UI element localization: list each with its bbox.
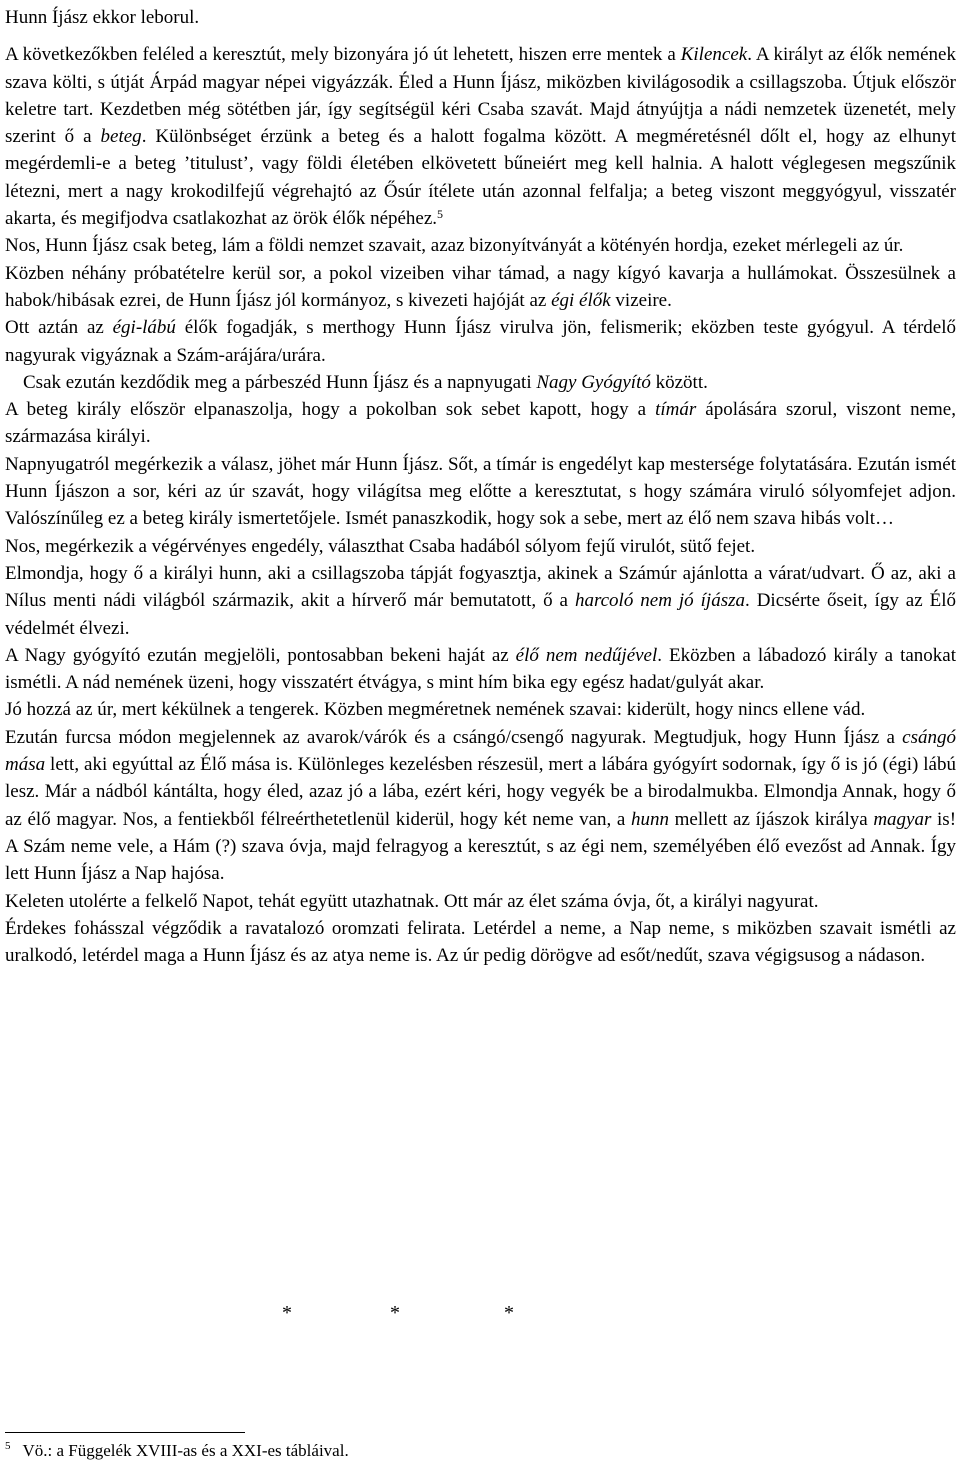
text-run: között. bbox=[650, 371, 708, 393]
text-run: A következőkben feléled a keresztút, mely bizonyára jó út lehetett, hiszen erre mentek a bbox=[5, 44, 681, 66]
paragraph-text: Hunn Íjász ekkor leborul. bbox=[5, 7, 200, 28]
italic-term-egi-elok: égi élők bbox=[551, 289, 611, 311]
text-run: . A királyt az élők nemének szava költi, s útját Árpád magyar népei vigyázzák. Éled a Hunn Íjász, miközben kivilágosodik a csillagszoba. Útjuk először keletre tart. Kezdetben még sötétben jár, így segítségül kéri Csaba szavát. Majd átnyújtja a nádi nemzetek üzenetét, mely szerint ő a bbox=[5, 44, 956, 148]
text-run: Közben néhány próbatételre kerül sor, a pokol vizeiben vihar támad, a nagy kígyó kavarja a hullámokat. Összesülnek a habok/hibásak ezrei, de Hunn Íjász jól kormányoz, s kivezeti hajóját az bbox=[5, 262, 956, 311]
text-run: élők fogadják, s merthogy Hunn Íjász virulva jön, felismerik; eközben teste gyógyul. A térdelő nagyurak vigyáznak a Szám-arájára/urára. bbox=[5, 317, 956, 366]
paragraph-text: Napnyugatról megérkezik a válasz, jöhet már Hunn Íjász. Sőt, a tímár is engedélyt kap mestersége folytatására. Ezután ismét Hunn Íjászon a sor, kéri az úr szavát, hogy világítsa meg előtte a keresztutat, s hogy számára viruló sólyomfejet adjon. Valószínűleg ez a beteg király ismertetőjele. Ismét panaszkodik, hogy sok a sebe, mert az élő nem szava hibás volt… bbox=[5, 453, 956, 530]
paragraph-text: Jó hozzá az úr, mert kékülnek a tengerek. Közben megméretnek nemének szavai: kiderült, hogy nincs ellene vád. bbox=[5, 699, 866, 721]
text-run: lett, aki egyúttal az Élő mása is. Különleges kezelésben részesül, mert a lábára gyógyírt sodornak, így ő is jó (égi) lábú lesz. Már a nádból kántálta, hogy éled, azaz jó a lába, ezért kéri, hogy vegyék be a birodalmukba. Elmondja Annak, hogy ő az élő magyar. Nos, a fentiekből félreérthetetlenül kiderül, hogy két neme van, a bbox=[5, 754, 956, 830]
paragraph-6 bbox=[5, 369, 956, 396]
paragraph-15 bbox=[5, 915, 956, 970]
italic-term-harcolo: harcoló nem jó íjásza bbox=[574, 590, 745, 612]
footnote-mark: 5 bbox=[5, 1440, 11, 1452]
paragraph-10 bbox=[5, 560, 956, 642]
text-run: A Nagy gyógyító ezután megjelöli, pontosabban bekeni haját az bbox=[5, 644, 516, 666]
paragraph-11 bbox=[5, 642, 956, 697]
text-run: mellett az íjászok királya bbox=[669, 808, 874, 830]
paragraph-13 bbox=[5, 724, 956, 888]
italic-term-beteg: beteg bbox=[100, 126, 142, 148]
text-run: Elmondja, hogy ő a királyi hunn, aki a csillagszoba tápját fogyasztja, akinek a Számúr ajánlotta a várat/udvart. Ő az, aki a Nílus menti nádi világból származik, akit a hírverő már bemutatott, ő a bbox=[5, 562, 956, 612]
paragraph-text: Érdekes fohásszal végződik a ravatalozó oromzati felirata. Letérdel a neme, a Nap neme, s miközben szavait ismétli az uralkodó, letérdel maga a Hunn Íjász és az atya neme is. Az úr pedig dörögve ad esőt/nedűt, szava végigsusog a nádason. bbox=[5, 917, 956, 967]
paragraph-5 bbox=[5, 314, 956, 369]
paragraph-3 bbox=[5, 232, 956, 259]
text-run: Csak ezután kezdődik meg a párbeszéd Hunn Íjász és a napnyugati bbox=[23, 371, 537, 393]
paragraph-12 bbox=[5, 696, 956, 723]
text-run: Ott aztán az bbox=[5, 317, 113, 339]
text-run: vizeire. bbox=[610, 289, 672, 311]
footnote-divider bbox=[5, 1432, 245, 1433]
footnote bbox=[5, 1440, 349, 1462]
text-run: A beteg király először elpanaszolja, hogy a pokolban sok sebet kapott, hogy a bbox=[5, 399, 656, 421]
text-run: Ezután furcsa módon megjelennek az avarok/várók és a csángó/csengő nagyurak. Megtudjuk, hogy Hunn Íjász a bbox=[5, 726, 903, 748]
paragraph-14 bbox=[5, 888, 956, 915]
paragraph-text: Nos, megérkezik a végérvényes engedély, választhat Csaba hadából sólyom fejű virulót, sütő fejet. bbox=[5, 535, 756, 557]
separator-star: * bbox=[504, 1302, 514, 1324]
paragraph-9 bbox=[5, 533, 956, 560]
paragraph-7 bbox=[5, 396, 956, 451]
paragraph-text: Nos, Hunn Íjász csak beteg, lám a földi nemzet szavait, azaz bizonyítványát a kötényén hordja, ezeket mérlegeli az úr. bbox=[5, 235, 904, 257]
text-run: . Eközben a lábadozó király a tanokat ismétli. A nád nemének üzeni, hogy visszatért étvágya, s mint hím bika egy egész hadat/gulyát akar. bbox=[5, 644, 956, 694]
paragraph-8 bbox=[5, 451, 956, 533]
italic-term-timar: tímár bbox=[655, 399, 697, 421]
italic-term-csango-masa: csángó mása bbox=[5, 726, 956, 776]
separator-star: * bbox=[390, 1302, 400, 1324]
italic-term-hunn: hunn bbox=[631, 808, 669, 830]
paragraph-1 bbox=[5, 0, 956, 31]
paragraph-2 bbox=[5, 41, 956, 232]
text-run: is! A Szám neme vele, a Hám (?) szava óvja, majd felragyog a keresztút, s az égi nem, személyében élő evezőst ad Annak. Így lett Hunn Íjász a Nap hajósa. bbox=[5, 808, 957, 885]
paragraph-text: Keleten utolérte a felkelő Napot, tehát együtt utazhatnak. Ott már az élet száma óvja, őt, a királyi nagyurat. bbox=[5, 890, 819, 912]
text-run: . Különbséget érzünk a beteg és a halott fogalma között. A megméretésnél dőlt el, hogy az elhunyt megérdemli-e a beteg ’titulust’, vagy földi életében elkövetett bűneiért meg kell halnia. A halott véglegesen megszűnik létezni, mert a nagy krokodilfejű végrehajtó az Ősúr ítélete után azonnal felfalja; a beteg viszont meggyógyul, visszatér akarta, és megifjodva csatlakozhat az örök élők népéhez. bbox=[5, 126, 956, 230]
paragraph-4 bbox=[5, 260, 956, 315]
italic-term-kilencek: Kilencek bbox=[680, 44, 748, 66]
italic-term-egi-labu: égi-lábú bbox=[112, 317, 176, 339]
separator-star: * bbox=[282, 1302, 292, 1324]
text-run: . Dicsérte őseit, így az Élő védelmét élvezi. bbox=[5, 590, 956, 639]
footnote-reference: 5 bbox=[437, 207, 444, 222]
italic-term-magyar: magyar bbox=[873, 808, 932, 830]
text-run: ápolására szorul, viszont neme, származása királyi. bbox=[5, 399, 956, 448]
italic-term-nagy-gyogyito: Nagy Gyógyító bbox=[536, 371, 651, 393]
italic-term-nedu: élő nem nedűjével bbox=[515, 644, 658, 666]
footnote-text: Vö.: a Függelék XVIII-as és a XXI-es tábláival. bbox=[22, 1441, 349, 1460]
